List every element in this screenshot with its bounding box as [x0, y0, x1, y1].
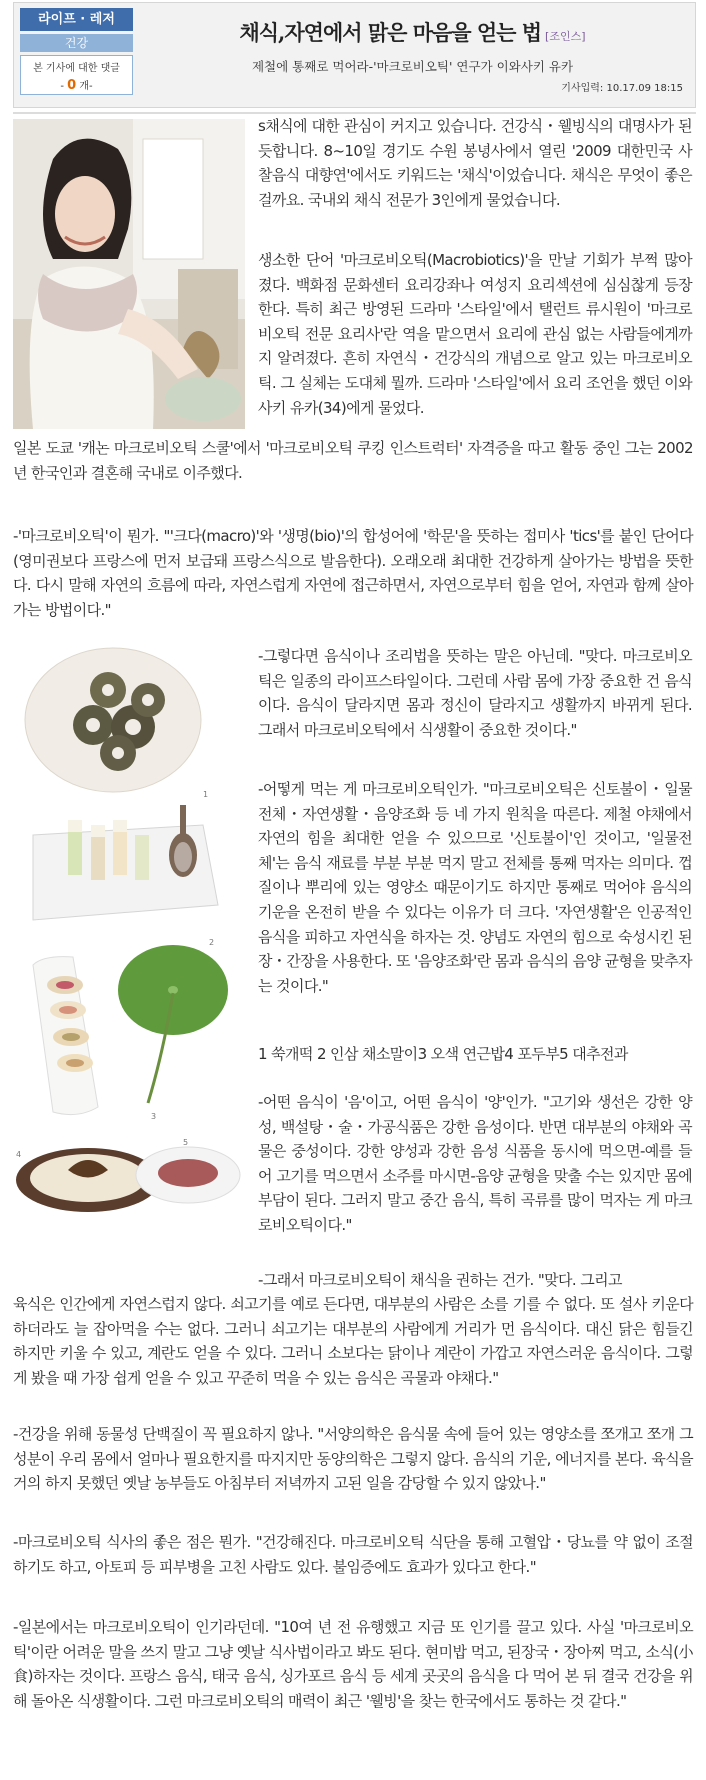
article-header: [13, 2, 696, 108]
publish-date: 기사입력: 10.17.09 18:15: [561, 83, 683, 94]
subcategory-tab[interactable]: 건강: [20, 34, 133, 52]
category-box: [20, 8, 133, 98]
comment-count-suffix: 개-: [76, 81, 93, 92]
comment-count-line: [21, 77, 132, 93]
paragraph-10: -마크로비오틱 식사의 좋은 점은 뭔가. "건강해진다. 마크로비오틱 식단을 통해 고혈압・당뇨를 약 없이 조절하기도 하고, 아토피 등 피부병을 고친 사람도 있다. 불임증에도 효과가 있다고 한다.": [13, 1533, 693, 1576]
caption-number-5: 5: [183, 1138, 189, 1147]
comment-box[interactable]: [20, 55, 133, 95]
paragraph-9: -건강을 위해 동물성 단백질이 꼭 필요하지 않나. "서양의학은 음식물 속에 들어 있는 영양소를 쪼개고 쪼개 그 성분이 우리 몸에서 얼마나 필요한지를 따지지만 동양의학은 그렇지 않다. 음식의 기운, 에너지를 본다. 육식을 거의 하지 못했던 옛날 농부들도 아침부터 저녁까지 고된 일을 감당할 수 있지 않았나.": [13, 1425, 693, 1493]
caption-number-3: 3: [151, 1112, 157, 1121]
paragraph-5: -어떻게 먹는 게 마크로비오틱인가. "마크로비오틱은 신토불이・일물전체・자연생활・음양조화 등 네 가지 원칙을 따른다. 제철 야채에서 자연의 힘을 최대한 얻을 수 있으므로 '신토불이'인 것이고, '일물전체'는 음식 재료를 부분 부분 먹지 말고 전체를 통째 먹자는 의미다. 껍질이나 뿌리에 있는 영양소 때문이기도 하지만 통째로 먹어야 음식의 기운을 온전히 받을 수 있다는 이유가 더 크다. '자연생활'은 인공적인 음식을 피하고 자연식을 하자는 것. 양념도 자연의 힘으로 숙성시킨 된장・간장을 사용한다. 또 '음양조화'란 몸과 음식의 음양 균형을 맞추자는 것이다.": [258, 780, 692, 995]
comment-count: 0: [67, 78, 77, 93]
paragraph-2a: 생소한 단어 '마크로비오틱(Macrobiotics)'을 만날 기회가 부쩍 많아졌다. 백화점 문화센터 요리강좌나 여성지 요리섹션에 심심찮게 등장한다. 특히 최근 방영된 드라마 '스타일'에서 탤런트 류시원이 '마크로비오틱 전문 요리사'란 역을 맡으면서 요리에 관심 없는 사람들에게까지 알려졌다. 흔히 자연식・건강식의 개념으로 알고 있는 마크로비오틱. 그 실체는 도대체 뭘까. 드라마 '스타일'에서 요리 조언을 했던 이와사키 유카(34)에게 물었다.: [258, 251, 692, 417]
category-tab[interactable]: 라이프 · 레저: [20, 8, 133, 31]
title-area: [140, 3, 685, 75]
paragraph-8b: 육식은 인간에게 자연스럽지 않다. 쇠고기를 예로 든다면, 대부분의 사람은 소를 기를 수 없다. 또 설사 키운다 하더라도 늘 잡아먹을 수는 없다. 그러니 쇠고기는 대부분의 사람에게 거리가 먼 음식이다. 대신 닭은 힘들긴 하지만 키울 수 있고, 계란도 얻을 수 있다. 그러니 소보다는 닭이나 계란이 가깝고 자연스러운 음식이다. 그렇게 봤을 때 가장 쉽게 얻을 수 있고 꾸준히 먹을 수 있는 음식은 곡물과 야채다.": [13, 1295, 693, 1387]
paragraph-2b: 일본 도쿄 '캐논 마크로비오틱 스쿨'에서 '마크로비오틱 쿠킹 인스트럭터' 자격증을 따고 활동 중인 그는 2002년 한국인과 결혼해 국내로 이주했다.: [13, 439, 693, 482]
portrait-photo: [13, 119, 245, 429]
paragraph-4: -그렇다면 음식이나 조리법을 뜻하는 말은 아닌데. "맞다. 마크로비오틱은 일종의 라이프스타일이다. 그런데 사람 몸에 가장 중요한 건 음식이다. 음식이 달라지면 몸과 정신이 달라지고 생활까지 바뀌게 된다. 그래서 마크로비오틱에서 식생활이 중요한 것이다.": [258, 647, 692, 739]
article-subtitle: 제철에 통째로 먹어라-'마크로비오틱' 연구가 이와사키 유카: [251, 59, 574, 74]
paragraph-8a: -그래서 마크로비오틱이 채식을 권하는 건가. "맞다. 그리고: [258, 1271, 622, 1289]
paragraph-1: s채식에 대한 관심이 커지고 있습니다. 건강식・웰빙식의 대명사가 된 듯합니다. 8~10일 경기도 수원 봉녕사에서 열린 '2009 대한민국 사찰음식 대향연'에서도 키워드는 '채식'이었습니다. 채식은 무엇이 좋은 걸까요. 국내외 채식 전문가 3인에게 물었습니다.: [258, 117, 692, 209]
paragraph-3: -'마크로비오틱'이 뭔가. "'크다(macro)'와 '생명(bio)'의 합성어에 '학문'을 뜻하는 접미사 'tics'를 붙인 단어다(영미권보다 프랑스에 먼저 보급돼 프랑스식으로 발음한다). 오래오래 최대한 건강하게 살아가는 방법을 뜻한다. 다시 말해 자연의 흐름에 따라, 자연스럽게 자연에 접근하면서, 자연으로부터 힘을 얻어, 자연과 함께 살아가는 방법이다.": [13, 527, 693, 619]
image-caption: 1 쑥개떡 2 인삼 채소말이3 오색 연근밥4 포두부5 대추전과: [258, 1045, 628, 1063]
paragraph-11: -일본에서는 마크로비오틱이 인기라던데. "10여 년 전 유행했고 지금 또 인기를 끌고 있다. 사실 '마크로비오틱'이란 어려운 말을 쓰지 말고 그냥 옛날 식사법이라고 봐도 된다. 현미밥 먹고, 된장국・장아찌 먹고, 소식(小食)하자는 것이다. 프랑스 음식, 태국 음식, 싱가포르 음식 등 세계 곳곳의 음식을 다 먹어 본 뒤 결국 건강을 위해 돌아온 식생활이다. 그런 마크로비오틱의 매력이 최근 '웰빙'을 찾는 한국에서도 통하는 것 같다.": [13, 1618, 693, 1710]
food-photo-collage: [13, 645, 245, 1230]
article-title-text: 채식,자연에서 맑은 마음을 얻는 법: [239, 20, 542, 45]
caption-number-2: 2: [209, 938, 215, 947]
comment-count-prefix: -: [60, 81, 68, 92]
comment-label: 본 기사에 대한 댓글: [33, 63, 120, 74]
paragraph-7: -어떤 음식이 '음'이고, 어떤 음식이 '양'인가. "고기와 생선은 강한 양성, 백설탕・술・가공식품은 강한 음성이다. 반면 대부분의 야채와 곡물은 중성이다. 강한 양성과 강한 음성 식품을 동시에 먹으면-예를 들어 고기를 먹으면서 소주를 마시면-음양 균형을 맞출 수는 있지만 몸에 부담이 된다. 그러지 말고 중간 음식, 특히 곡류를 많이 먹자는 게 마크로비오틱이다.": [258, 1093, 692, 1234]
caption-number-4: 4: [16, 1150, 22, 1159]
caption-number-1: 1: [203, 790, 209, 799]
article-title: [140, 17, 685, 47]
source-tag[interactable]: [조인스]: [545, 30, 586, 43]
